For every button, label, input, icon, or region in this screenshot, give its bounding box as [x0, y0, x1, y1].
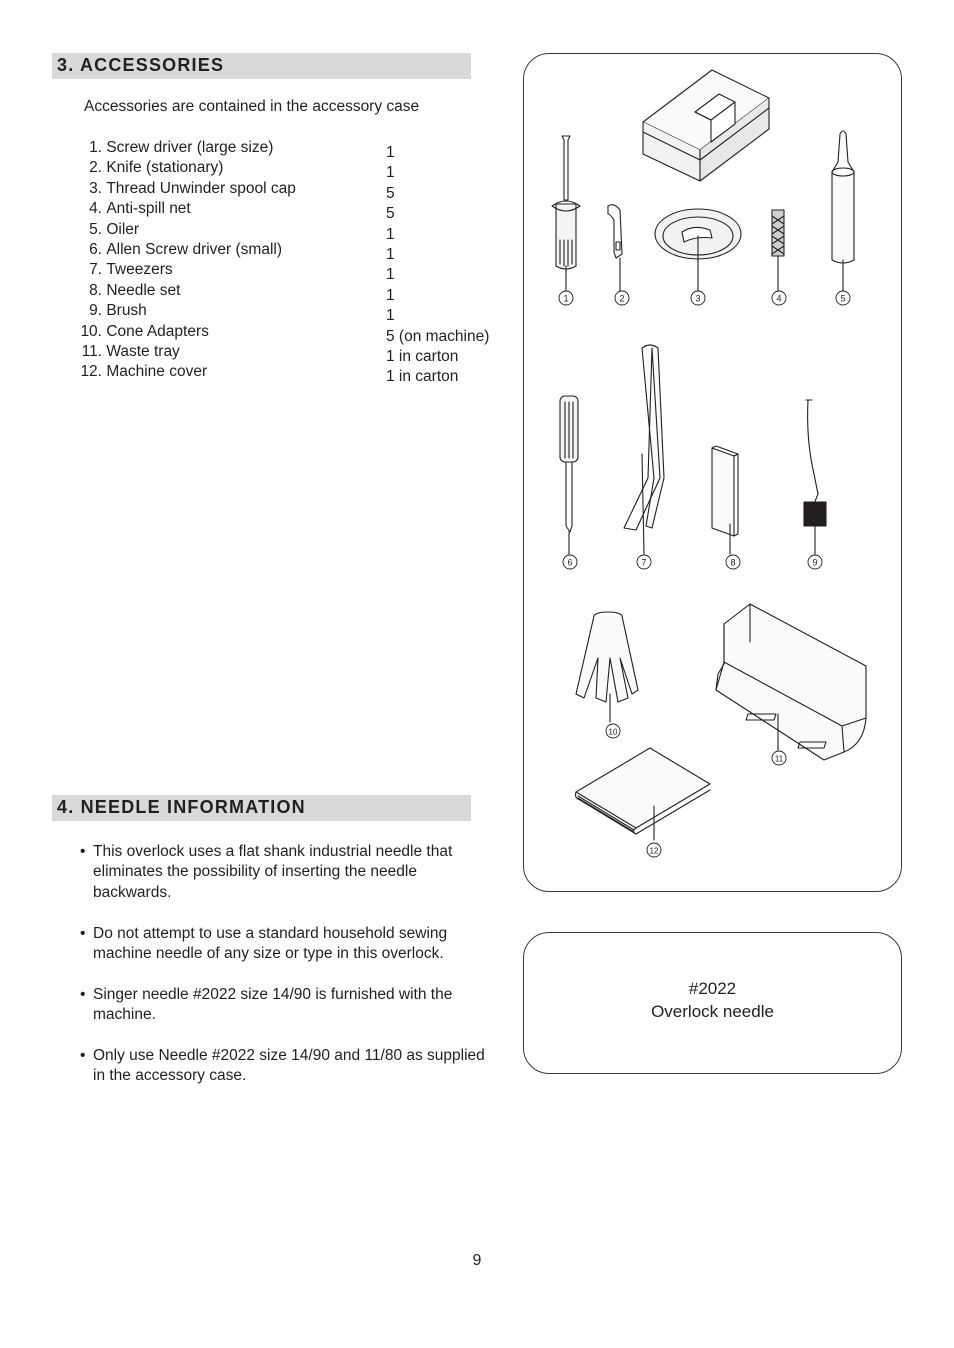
list-item [70, 342, 296, 362]
brush-drawing [804, 400, 826, 554]
label-2: 2 [619, 293, 625, 304]
needle-set-drawing [712, 446, 738, 554]
item-number: 7. [89, 261, 102, 279]
item-quantity: 1 [386, 225, 395, 243]
accessories-intro: Accessories are contained in the accessory case [84, 98, 420, 115]
label-1: 1 [563, 293, 569, 304]
label-6: 6 [567, 557, 573, 568]
bullet-text: Do not attempt to use a standard household sewing machine needle of any size or type in this overlock. [93, 924, 448, 963]
list-item [70, 362, 296, 382]
list-item [70, 179, 296, 199]
label-10: 10 [608, 727, 618, 737]
bullet-icon: • [80, 843, 86, 860]
item-name: Knife (stationary) [106, 159, 224, 177]
item-quantity: 5 (on machine) [386, 327, 490, 345]
item-number: 5. [89, 220, 102, 238]
item-name: Cone Adapters [106, 322, 209, 340]
list-item [70, 199, 296, 219]
list-item [70, 158, 296, 178]
label-8: 8 [730, 557, 736, 568]
label-4: 4 [776, 293, 782, 304]
bullet-text: Only use Needle #2022 size 14/90 and 11/80 as supplied in the accessory case. [93, 1047, 485, 1085]
bullet-icon: • [80, 985, 86, 1003]
list-item [80, 985, 490, 1026]
anti-spill-net-drawing [772, 210, 784, 294]
needle-description: Overlock needle [651, 1002, 774, 1021]
page-number: 9 [472, 1252, 482, 1269]
screwdriver-large-drawing [552, 136, 580, 294]
item-quantity: 5 [386, 184, 395, 202]
item-number: 6. [89, 241, 102, 259]
item-quantity: 1 [386, 286, 395, 304]
list-item [70, 281, 296, 301]
bullet-text: This overlock uses a flat shank industrial needle that eliminates the possibility of inserting the needle backwards. [93, 843, 453, 901]
needle-info-heading: 4. NEEDLE INFORMATION [57, 797, 306, 817]
item-name: Brush [106, 302, 147, 320]
item-name: Screw driver (large size) [106, 139, 274, 156]
item-name: Waste tray [106, 343, 180, 361]
list-item [80, 1046, 490, 1087]
list-item [80, 842, 490, 903]
list-item [70, 322, 296, 342]
item-number: 8. [89, 281, 102, 299]
item-number: 12. [80, 363, 102, 381]
label-11: 11 [774, 754, 784, 764]
list-item [70, 301, 296, 321]
item-name: Anti-spill net [106, 200, 191, 218]
needle-type-box [523, 932, 902, 1074]
item-name: Tweezers [106, 261, 173, 279]
list-item [70, 220, 296, 240]
label-7: 7 [641, 557, 647, 568]
bullet-text: Singer needle #2022 size 14/90 is furnished with the machine. [93, 985, 453, 1024]
label-5: 5 [840, 293, 846, 304]
needle-number: #2022 [688, 979, 737, 998]
knife-drawing [608, 205, 622, 294]
item-quantity: 1 [386, 246, 395, 264]
item-quantity: 1 in carton [386, 368, 459, 386]
item-name: Oiler [106, 220, 140, 238]
item-number: 2. [89, 159, 102, 177]
accessories-heading-bar [52, 53, 471, 79]
item-quantity: 5 [386, 205, 395, 223]
item-number: 10. [80, 322, 102, 340]
list-item [70, 138, 296, 158]
needle-info-heading-bar [52, 795, 471, 821]
allen-screwdriver-drawing [560, 396, 578, 554]
tweezers-drawing [624, 345, 664, 554]
needle-info-list [80, 842, 490, 1107]
list-item [70, 260, 296, 280]
item-quantity: 1 [386, 164, 395, 182]
accessories-heading: 3. ACCESSORIES [57, 55, 225, 75]
item-quantity: 1 in carton [386, 348, 459, 366]
item-number: 3. [89, 179, 102, 197]
item-number: 1. [89, 139, 102, 156]
accessories-illustration [524, 54, 901, 891]
item-quantity: 1 [386, 144, 395, 161]
machine-cover-drawing [576, 748, 711, 840]
label-12: 12 [649, 846, 659, 856]
bullet-icon: • [80, 924, 86, 942]
item-quantity: 1 [386, 307, 395, 325]
list-item [70, 240, 296, 260]
item-name: Needle set [106, 281, 181, 299]
item-quantity: 1 [386, 266, 395, 284]
item-name: Machine cover [106, 363, 208, 381]
list-item [80, 924, 490, 965]
item-number: 4. [89, 200, 102, 218]
needle-type-text [524, 977, 901, 1023]
cone-adapter-drawing [576, 612, 638, 722]
spool-cap-drawing [655, 209, 741, 294]
accessories-illustration-frame [523, 53, 902, 892]
label-9: 9 [812, 557, 818, 568]
label-3: 3 [695, 293, 701, 304]
item-number: 9. [89, 302, 102, 320]
quantity-list [386, 143, 489, 388]
waste-tray-drawing [716, 604, 866, 760]
oiler-drawing [832, 131, 854, 294]
accessory-list [70, 138, 296, 383]
item-name: Allen Screw driver (small) [106, 241, 283, 259]
item-name: Thread Unwinder spool cap [106, 179, 296, 197]
bullet-icon: • [80, 1047, 86, 1065]
item-number: 11. [81, 343, 102, 361]
accessory-case-drawing [643, 70, 769, 181]
